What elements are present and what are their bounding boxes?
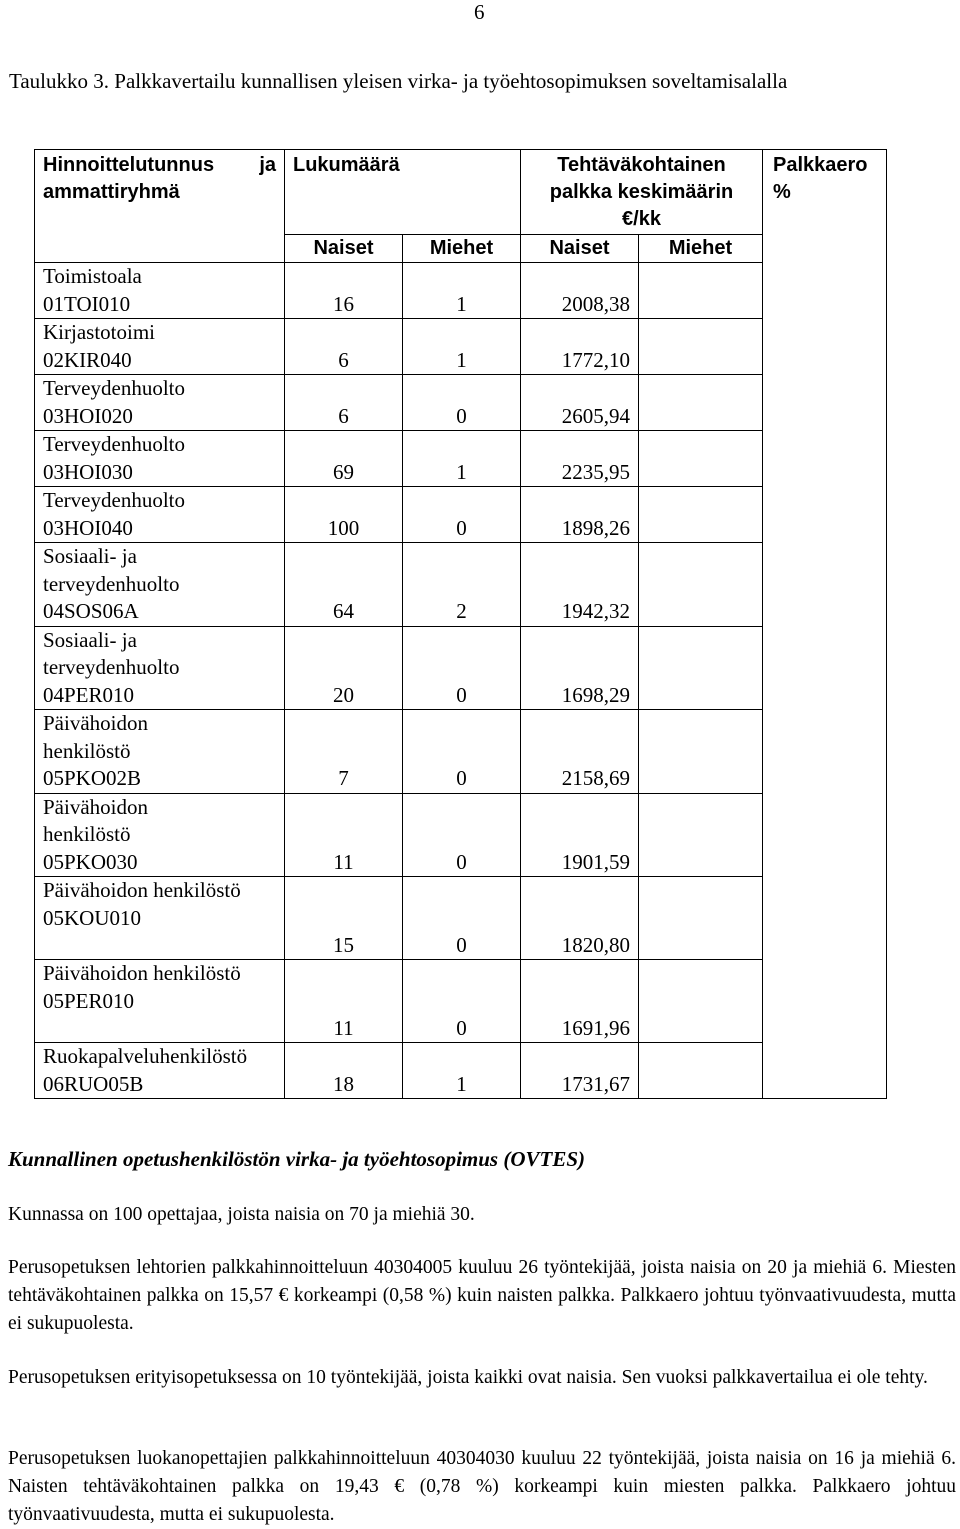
men-salary [639,1043,763,1099]
header-pay-gap: Palkkaero % [763,150,887,1099]
women-count: 69 [285,431,403,487]
table-row [35,877,887,960]
table-row [35,487,887,543]
page-number: 6 [474,0,485,24]
section-title: Kunnallinen opetushenkilöstön virka- ja työehtosopimus (OVTES) [8,1147,586,1171]
women-salary: 2235,95 [521,431,639,487]
women-salary: 1820,80 [521,877,639,960]
row-label: Sosiaali- ja terveydenhuolto 04SOS06A [35,543,285,627]
men-salary [639,263,763,319]
row-label: Päivähoidon henkilöstö 05PKO02B [35,710,285,794]
paragraph-3: Perusopetuksen erityisopetuksessa on 10 työntekijää, joista kaikki ovat naisia. Sen vuoksi palkkavertailua ei ole tehty. [8,1367,928,1388]
row-label: Päivähoidon henkilöstö 05KOU010 [35,877,285,960]
women-count: 64 [285,543,403,627]
men-salary [639,543,763,627]
salary-table-body [35,150,887,1099]
header-group-label: Hinnoittelutunnus ja ammattiryhmä [35,150,285,263]
women-count: 6 [285,319,403,375]
men-count: 0 [403,487,521,543]
table-row [35,1043,887,1099]
row-label: Terveydenhuolto 03HOI040 [35,487,285,543]
men-salary [639,626,763,710]
subheader-women-count: Naiset [285,235,403,263]
row-label: Päivähoidon henkilöstö 05PKO030 [35,793,285,877]
women-salary: 2605,94 [521,375,639,431]
table-row [35,626,887,710]
women-count: 18 [285,1043,403,1099]
table-row [35,263,887,319]
men-salary [639,319,763,375]
women-count: 15 [285,877,403,960]
women-salary: 1942,32 [521,543,639,627]
row-label: Sosiaali- ja terveydenhuolto 04PER010 [35,626,285,710]
women-count: 16 [285,263,403,319]
table-caption: Taulukko 3. Palkkavertailu kunnallisen yleisen virka- ja työehtosopimuksen soveltamisalalla [9,69,788,93]
women-salary: 2158,69 [521,710,639,794]
men-count: 0 [403,960,521,1043]
table-row [35,375,887,431]
table-row [35,431,887,487]
subheader-men-salary: Miehet [639,235,763,263]
women-count: 11 [285,793,403,877]
salary-table [34,149,887,1099]
header-count: Lukumäärä [285,150,521,235]
row-label: Toimistoala 01TOI010 [35,263,285,319]
men-salary [639,710,763,794]
men-salary [639,375,763,431]
women-count: 100 [285,487,403,543]
men-count: 1 [403,1043,521,1099]
table-row [35,543,887,627]
men-count: 0 [403,626,521,710]
men-salary [639,793,763,877]
row-label: Päivähoidon henkilöstö 05PER010 [35,960,285,1043]
men-count: 1 [403,263,521,319]
table-row [35,710,887,794]
men-count: 0 [403,375,521,431]
men-count: 1 [403,319,521,375]
header-salary: Tehtäväkohtainen palkka keskimäärin €/kk [521,150,763,235]
men-count: 0 [403,710,521,794]
men-count: 2 [403,543,521,627]
table-row [35,960,887,1043]
women-salary: 2008,38 [521,263,639,319]
paragraph-4: Perusopetuksen luokanopettajien palkkahinnoitteluun 40304030 kuuluu 22 työntekijää, joista naisia on 16 ja miehiä 6. Naisten tehtäväkohtainen palkka on 19,43 € (0,78 %) korkeampi kuin miesten palkka. Palkkaero johtuu työnvaativuudesta, mutta ei sukupuolesta. [8,1448,956,1525]
row-label: Terveydenhuolto 03HOI020 [35,375,285,431]
women-count: 7 [285,710,403,794]
men-count: 1 [403,431,521,487]
table-row [35,319,887,375]
women-salary: 1898,26 [521,487,639,543]
women-salary: 1731,67 [521,1043,639,1099]
men-salary [639,431,763,487]
women-salary: 1772,10 [521,319,639,375]
men-count: 0 [403,793,521,877]
women-count: 20 [285,626,403,710]
men-salary [639,877,763,960]
subheader-women-salary: Naiset [521,235,639,263]
header-row [35,150,887,235]
women-salary: 1901,59 [521,793,639,877]
paragraph-2: Perusopetuksen lehtorien palkkahinnoitteluun 40304005 kuuluu 26 työntekijää, joista naisia on 20 ja miehiä 6. Miesten tehtäväkohtainen palkka on 15,57 € korkeampi (0,58 %) kuin naisten palkka. Palkkaero johtuu työnvaativuudesta, mutta ei sukupuolesta. [8,1257,956,1334]
row-label: Terveydenhuolto 03HOI030 [35,431,285,487]
men-count: 0 [403,877,521,960]
row-label: Kirjastotoimi 02KIR040 [35,319,285,375]
subheader-men-count: Miehet [403,235,521,263]
women-count: 6 [285,375,403,431]
women-salary: 1698,29 [521,626,639,710]
men-salary [639,487,763,543]
men-salary [639,960,763,1043]
women-salary: 1691,96 [521,960,639,1043]
paragraph-1: Kunnassa on 100 opettajaa, joista naisia on 70 ja miehiä 30. [8,1204,475,1225]
row-label: Ruokapalveluhenkilöstö 06RUO05B [35,1043,285,1099]
table-row [35,793,887,877]
women-count: 11 [285,960,403,1043]
